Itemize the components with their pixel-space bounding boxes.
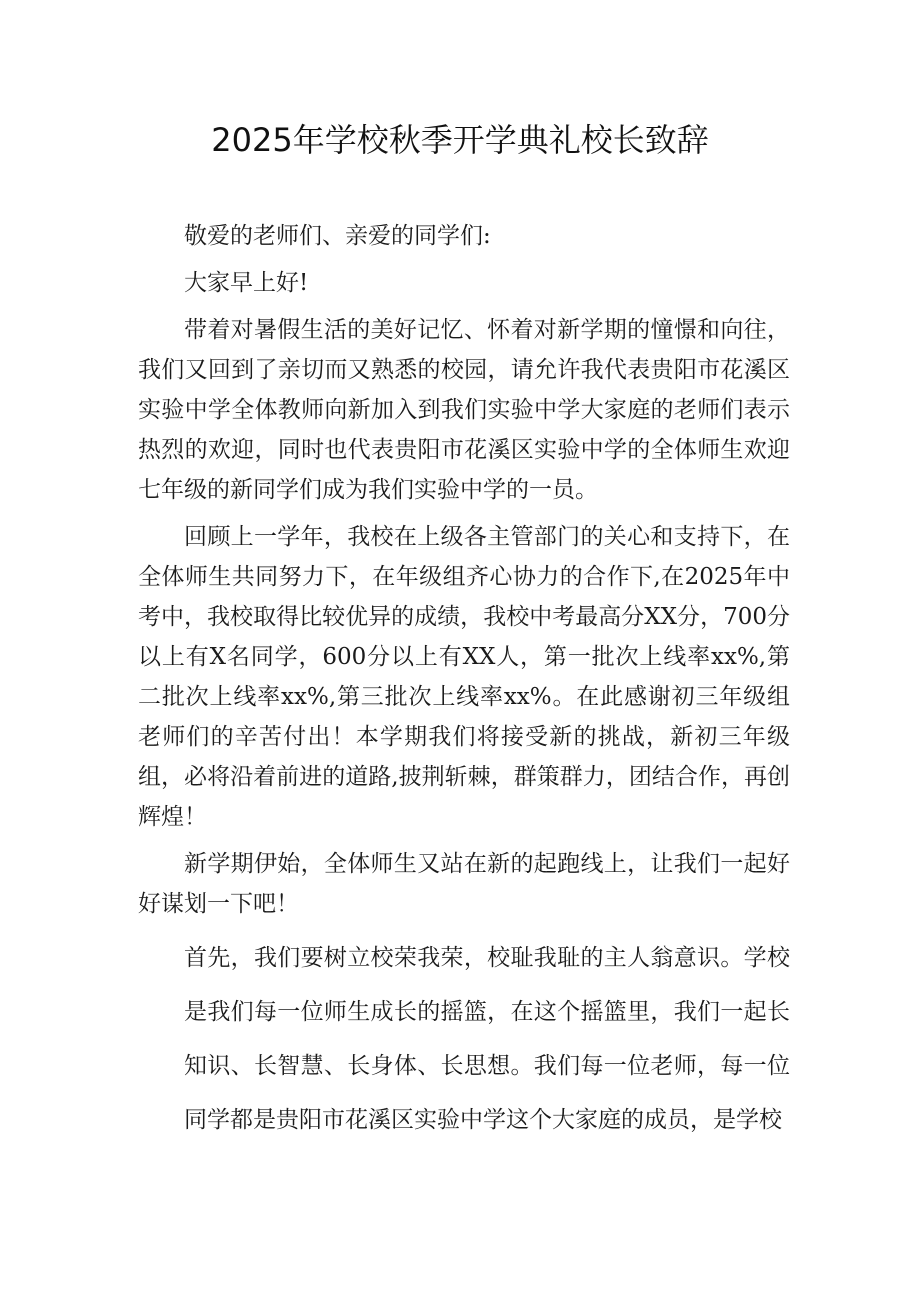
- salutation-paragraph: 敬爱的老师们、亲爱的同学们:: [184, 223, 491, 249]
- document-body: [138, 216, 790, 1147]
- review-paragraph: 回顾上一学年，我校在上级各主管部门的关心和支持下，在全体师生共同努力下，在年级组齐心协力的合作下,在2025年中考中，我校取得比较优异的成绩，我校中考最高分XX分，700分以上有X名同学，600分以上有XX人，第一批次上线率xx%,第二批次上线率xx%,第三批次上线率xx%。在此感谢初三年级组老师们的辛苦付出！本学期我们将接受新的挑战，新初三年级组，必将沿着前进的道路,披荆斩棘，群策群力，团结合作，再创辉煌！: [138, 524, 790, 830]
- greeting-paragraph: 大家早上好!: [184, 270, 309, 296]
- document-title: 2025年学校秋季开学典礼校长致辞: [211, 121, 709, 159]
- first-point-paragraph: 首先，我们要树立校荣我荣，校耻我耻的主人翁意识。学校是我们每一位师生成长的摇篮，在这个摇篮里，我们一起长知识、长智慧、长身体、长思想。我们每一位老师，每一位同学都是贵阳市花溪区实验中学这个大家庭的成员，是学校: [184, 945, 790, 1133]
- new-semester-paragraph: 新学期伊始，全体师生又站在新的起跑线上，让我们一起好好谋划一下吧！: [138, 851, 790, 917]
- welcome-paragraph: 带着对暑假生活的美好记忆、怀着对新学期的憧憬和向往，我们又回到了亲切而又熟悉的校园，请允许我代表贵阳市花溪区实验中学全体教师向新加入到我们实验中学大家庭的老师们表示热烈的欢迎，同时也代表贵阳市花溪区实验中学的全体师生欢迎七年级的新同学们成为我们实验中学的一员。: [138, 317, 790, 503]
